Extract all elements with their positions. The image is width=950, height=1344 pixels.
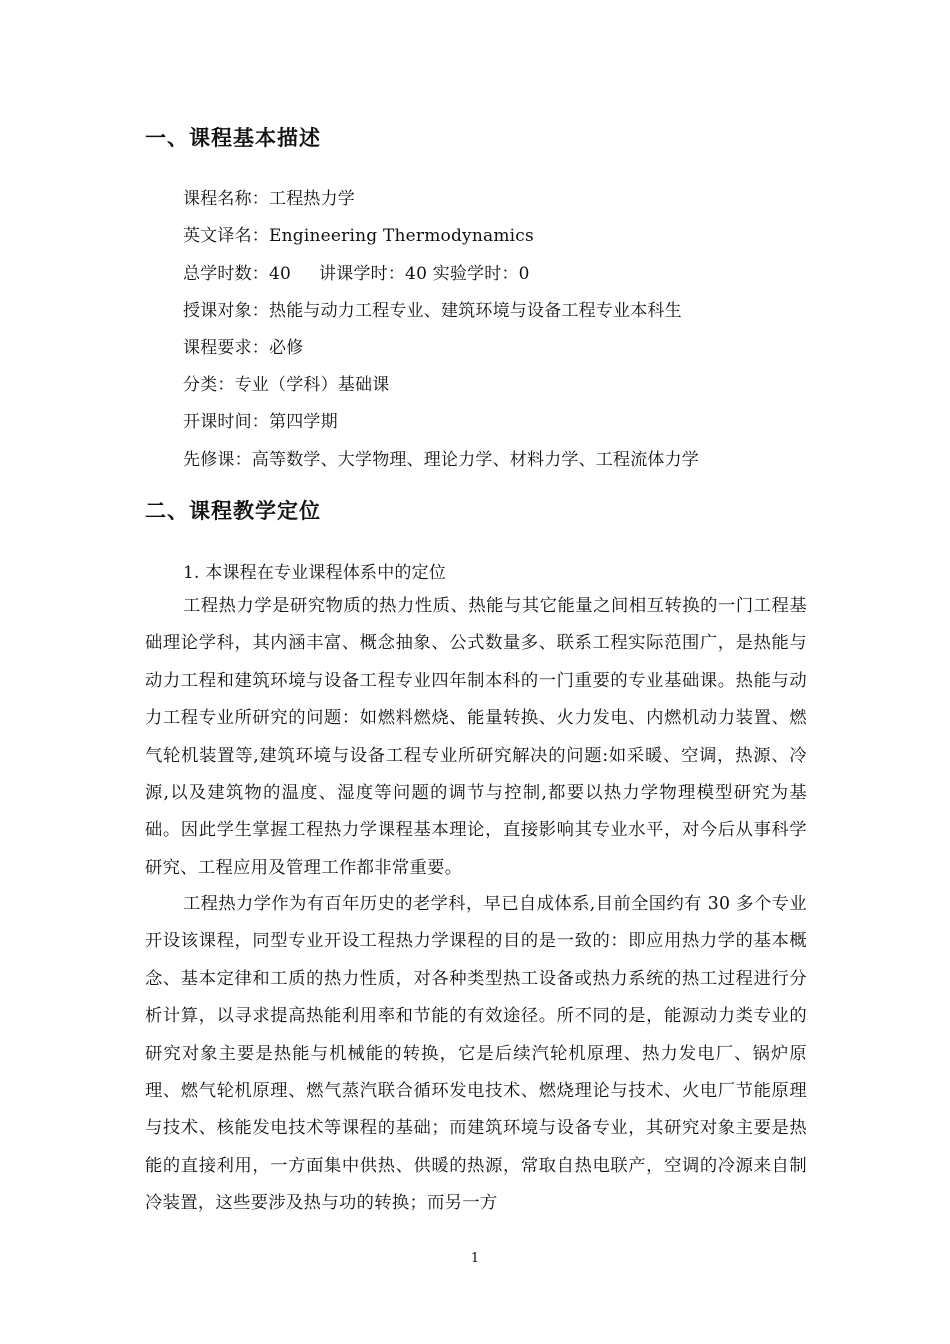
category: 分类：专业（学科）基础课	[183, 375, 390, 395]
page-number: 1	[470, 1251, 480, 1266]
section-heading-2: 二、课程教学定位	[145, 499, 321, 523]
paragraph-1: 工程热力学是研究物质的热力性质、热能与其它能量之间相互转换的一门工程基础理论学科，其内涵丰富、概念抽象、公式数量多、联系工程实际范围广，是热能与动力工程和建筑环境与设备工程专业四年制本科的一门重要的专业基础课。热能与动力工程专业所研究的问题：如燃料燃烧、能量转换、火力发电、内燃机动力装置、燃气轮机装置等,建筑环境与设备工程专业所研究解决的问题:如采暖、空调，热源、冷源,以及建筑物的温度、湿度等问题的调节与控制,都要以热力学物理模型研究为基础。因此学生掌握工程热力学课程基本理论，直接影响其专业水平，对今后从事科学研究、工程应用及管理工作都非常重要。	[145, 596, 807, 878]
prerequisites: 先修课：高等数学、大学物理、理论力学、材料力学、工程流体力学	[183, 450, 699, 470]
section-heading-1: 一、课程基本描述	[145, 126, 321, 150]
subsection-1: 1. 本课程在专业课程体系中的定位	[183, 563, 447, 583]
term: 开课时间：第四学期	[183, 412, 338, 432]
hours-line	[183, 259, 530, 284]
audience: 授课对象：热能与动力工程专业、建筑环境与设备工程专业本科生	[183, 301, 682, 321]
paragraph-2: 工程热力学作为有百年历史的老学科，早已自成体系,目前全国约有 30 多个专业开设该课程，同型专业开设工程热力学课程的目的是一致的：即应用热力学的基本概念、基本定律和工质的热力性质，对各种类型热工设备或热力系统的热工过程进行分析计算，以寻求提高热能利用率和节能的有效途径。所不同的是，能源动力类专业的研究对象主要是热能与机械能的转换，它是后续汽轮机原理、热力发电厂、锅炉原理、燃气轮机原理、燃气蒸汽联合循环发电技术、燃烧理论与技术、火电厂节能原理与技术、核能发电技术等课程的基础；而建筑环境与设备专业，其研究对象主要是热能的直接利用，一方面集中供热、供暖的热源，常取自热电联产，空调的冷源来自制冷装置，这些要涉及热与功的转换；而另一方	[145, 894, 807, 1214]
requirement: 课程要求：必修	[183, 338, 304, 358]
course-name: 课程名称：工程热力学	[183, 189, 355, 209]
lecture-lab-hours: 讲课学时：40 实验学时：0	[319, 264, 530, 284]
english-name: 英文译名：Engineering Thermodynamics	[183, 226, 534, 246]
total-hours: 总学时数：40	[183, 264, 292, 284]
